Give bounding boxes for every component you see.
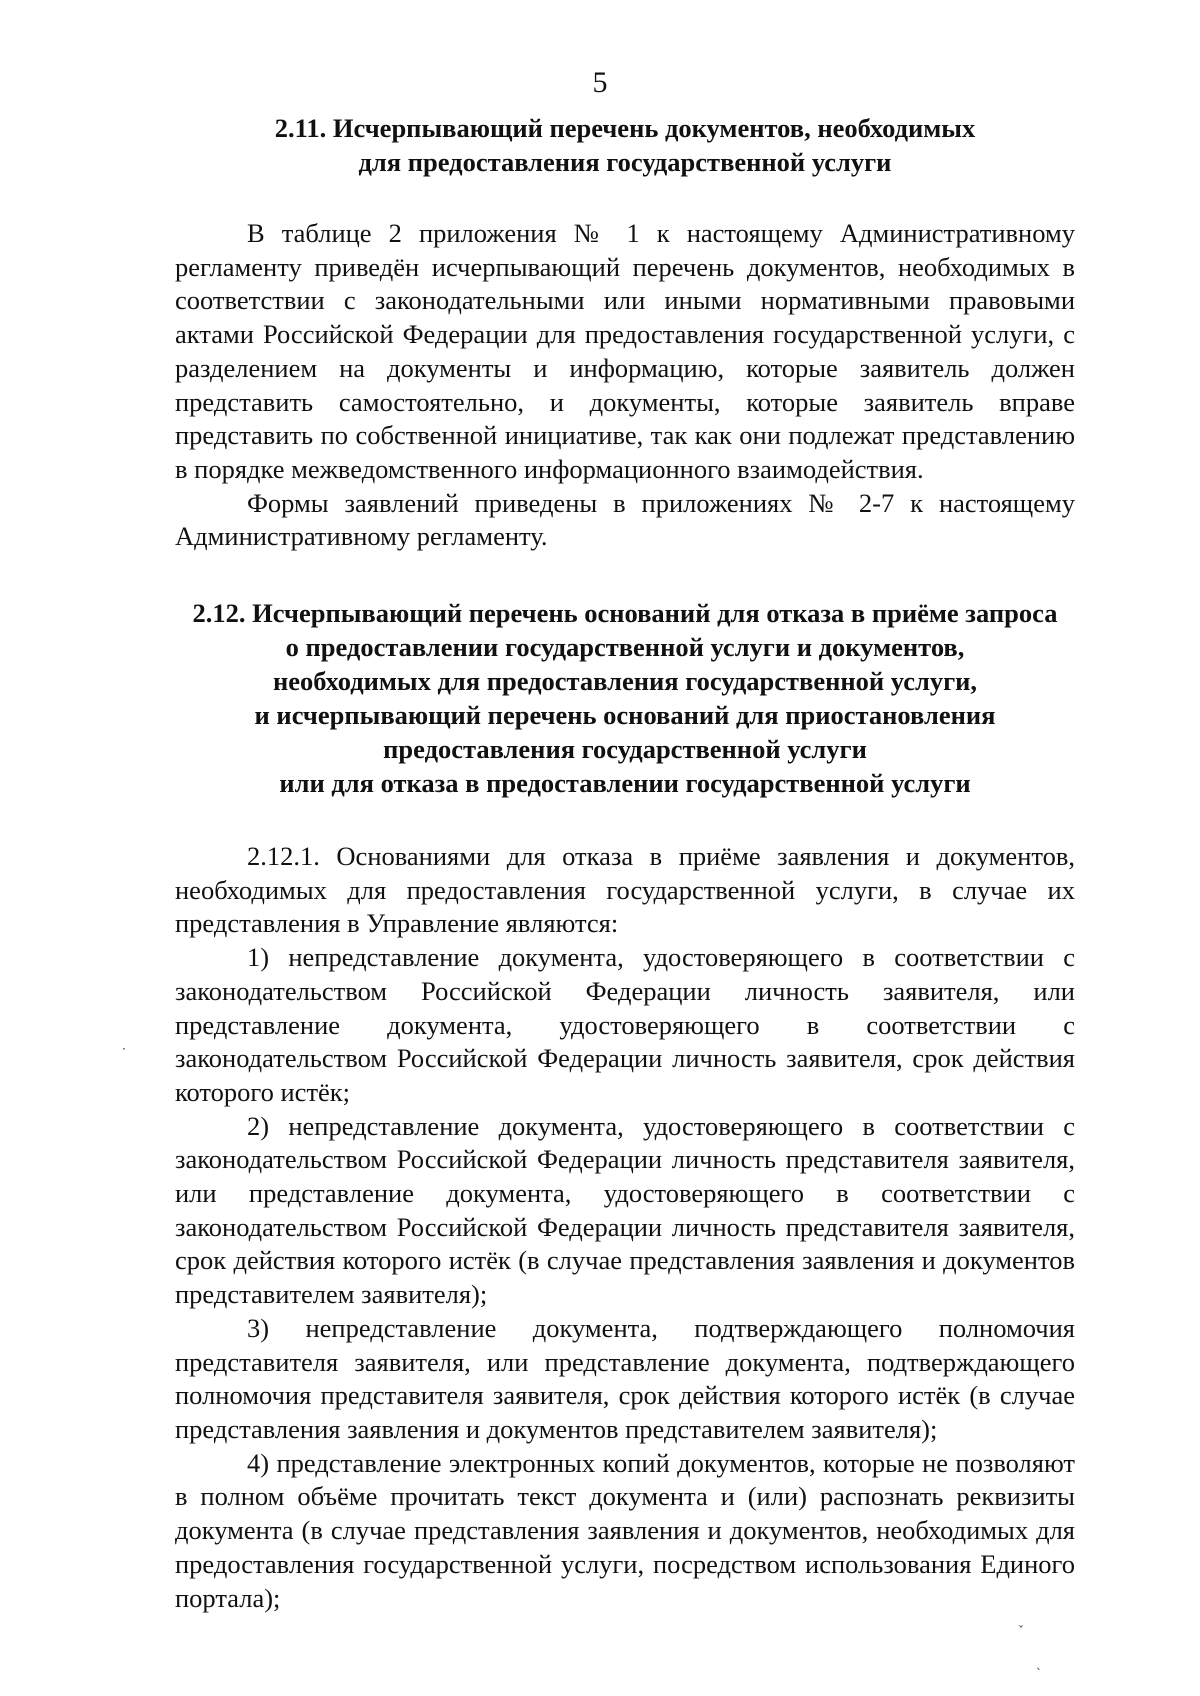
heading-line: и исчерпывающий перечень оснований для приостановления [254, 700, 996, 731]
heading-line: о предоставлении государственной услуги и документов, [285, 632, 965, 663]
heading-line: 2.12. Исчерпывающий перечень оснований для отказа в приёме запроса [192, 598, 1058, 629]
list-item: 1) непредставление документа, удостоверяющего в соответствии с законодательством Российской Федерации личность заявителя, или представление документа, удостоверяющего в соответствии с законодательством Российской Федерации личность заявителя, срок действия которого истёк; [175, 942, 1075, 1107]
heading-line: для предоставления государственной услуги [358, 147, 892, 177]
section-2-12-heading [175, 596, 1075, 800]
heading-line: или для отказа в предоставлении государственной услуги [279, 768, 971, 799]
heading-line: предоставления государственной услуги [383, 734, 867, 765]
scan-speck: ˇ [1018, 1624, 1024, 1638]
scan-speck: ˎ [1036, 1656, 1042, 1670]
scan-speck: · [122, 1042, 126, 1056]
section-2-11-paragraph: В таблице 2 приложения № 1 к настоящему Административному регламенту приведён исчерпывающий перечень документов, необходимых в соответствии с законодательными или иными нормативными правовыми актами Российской Федерации для предоставления государственной услуги, с разделением на документы и информацию, которые заявитель должен представить самостоятельно, и документы, которые заявитель вправе представить по собственной инициативе, так как они подлежат представлению в порядке межведомственного информационного взаимодействия. [175, 218, 1075, 484]
heading-line: 2.11. Исчерпывающий перечень документов, необходимых [274, 113, 976, 143]
page-number: 5 [592, 66, 608, 99]
page-content [175, 111, 1075, 1615]
section-2-12-paragraph: 2.12.1. Основаниями для отказа в приёме заявления и документов, необходимых для предоставления государственной услуги, в случае их представления в Управление являются: [175, 841, 1075, 939]
list-item: 3) непредставление документа, подтверждающего полномочия представителя заявителя, или представление документа, подтверждающего полномочия представителя заявителя, срок действия которого истёк (в случае представления заявления и документов представителем заявителя); [175, 1312, 1075, 1444]
section-2-11-paragraph: Формы заявлений приведены в приложениях № 2-7 к настоящему Административному регламенту. [175, 487, 1075, 552]
list-item: 2) непредставление документа, удостоверяющего в соответствии с законодательством Российской Федерации личность представителя заявителя, или представление документа, удостоверяющего в соответствии с законодательством Российской Федерации личность представителя заявителя, срок действия которого истёк (в случае представления заявления и документов представителем заявителя); [175, 1110, 1075, 1310]
heading-line: необходимых для предоставления государственной услуги, [272, 666, 978, 697]
section-2-11-heading [175, 111, 1075, 179]
list-item: 4) представление электронных копий документов, которые не позволяют в полном объёме прочитать текст документа и (или) распознать реквизиты документа (в случае представления заявления и документов, необходимых для предоставления государственной услуги, посредством использования Единого портала); [175, 1447, 1075, 1613]
